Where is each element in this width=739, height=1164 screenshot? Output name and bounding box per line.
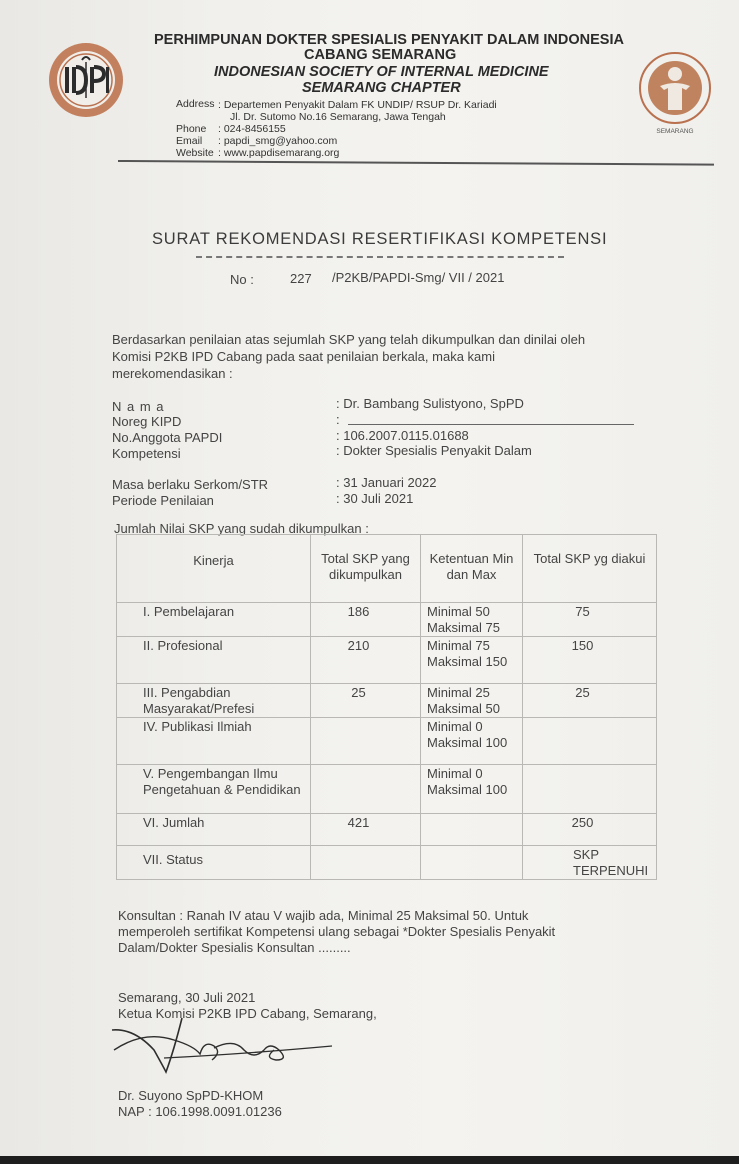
table-row xyxy=(117,637,657,684)
field-anggota-value: : 106.2007.0115.01688 xyxy=(336,428,469,443)
header-ketentuan: Ketentuan Min dan Max xyxy=(421,535,523,603)
table-caption: Jumlah Nilai SKP yang sudah dikumpulkan : xyxy=(114,521,369,536)
table-row xyxy=(117,846,657,880)
phone-label: Phone xyxy=(176,123,207,135)
row-total xyxy=(311,765,421,814)
document-title: SURAT REKOMENDASI RESERTIFIKASI KOMPETENSI xyxy=(152,230,608,248)
address-line-2: Jl. Dr. Sutomo No.16 Semarang, Jawa Tengah xyxy=(230,111,446,123)
branch-name-id: CABANG SEMARANG xyxy=(304,47,457,63)
table-row xyxy=(117,684,657,718)
field-noreg-label: Noreg KIPD xyxy=(112,414,182,429)
row-ketentuan: Minimal 0 Maksimal 100 xyxy=(421,765,523,814)
row-kinerja: II. Profesional xyxy=(117,637,311,684)
row-total: 421 xyxy=(311,814,421,846)
handwritten-signature xyxy=(104,1010,344,1080)
field-noreg-value: : xyxy=(336,412,340,427)
row-ketentuan xyxy=(421,814,523,846)
field-anggota-label: No.Anggota PAPDI xyxy=(112,430,223,445)
table-row xyxy=(117,603,657,637)
header-total: Total SKP yang dikumpulkan xyxy=(311,535,421,603)
row-kinerja: VII. Status xyxy=(117,846,311,880)
row-ketentuan: Minimal 0 Maksimal 100 xyxy=(421,718,523,765)
header-divider xyxy=(118,160,714,165)
note-line-3: Dalam/Dokter Spesialis Konsultan ......... xyxy=(118,940,351,955)
field-kompetensi-value: : Dokter Spesialis Penyakit Dalam xyxy=(336,443,532,458)
row-diakui: 150 xyxy=(523,637,657,684)
papdi-semarang-seal-right xyxy=(636,50,714,136)
number-suffix: /P2KB/PAPDI-Smg/ VII / 2021 xyxy=(332,270,505,285)
field-periode-label: Periode Penilaian xyxy=(112,493,214,508)
signer-nap: NAP : 106.1998.0091.01236 xyxy=(118,1104,282,1119)
website-value: : www.papdisemarang.org xyxy=(218,147,340,159)
note-line-1: Konsultan : Ranah IV atau V wajib ada, Minimal 25 Maksimal 50. Untuk xyxy=(118,908,529,923)
field-masa-value: : 31 Januari 2022 xyxy=(336,475,437,490)
table-row xyxy=(117,814,657,846)
svg-text:SEMARANG: SEMARANG xyxy=(656,128,694,135)
signer-name: Dr. Suyono SpPD-KHOM xyxy=(118,1088,264,1103)
table-row xyxy=(117,718,657,765)
note-line-2: memperoleh sertifikat Kompetensi ulang sebagai *Dokter Spesialis Penyakit xyxy=(118,924,556,939)
intro-line-1: Berdasarkan penilaian atas sejumlah SKP yang telah dikumpulkan dan dinilai oleh xyxy=(112,332,586,347)
row-ketentuan xyxy=(421,846,523,880)
noreg-underline xyxy=(348,424,634,425)
address-label: Address xyxy=(176,98,215,110)
org-name-id: PERHIMPUNAN DOKTER SPESIALIS PENYAKIT DALAM INDONESIA xyxy=(154,32,624,48)
row-diakui: 25 xyxy=(523,684,657,718)
row-total: 210 xyxy=(311,637,421,684)
skp-table xyxy=(116,534,657,880)
branch-name-en: SEMARANG CHAPTER xyxy=(302,80,461,96)
phone-value: : 024-8456155 xyxy=(218,123,286,135)
row-diakui xyxy=(523,765,657,814)
email-label: Email xyxy=(176,135,203,147)
row-diakui: 250 xyxy=(523,814,657,846)
table-row xyxy=(117,765,657,814)
address-line-1: : Departemen Penyakit Dalam FK UNDIP/ RSUP Dr. Kariadi xyxy=(218,99,497,111)
row-total: 186 xyxy=(311,603,421,637)
signer-position: Ketua Komisi P2KB IPD Cabang, Semarang, xyxy=(118,1006,377,1021)
intro-line-3: merekomendasikan : xyxy=(112,366,233,381)
org-name-en: INDONESIAN SOCIETY OF INTERNAL MEDICINE xyxy=(214,64,549,80)
table-header-row xyxy=(117,535,657,603)
row-diakui: SKP TERPENUHI xyxy=(523,846,657,880)
row-total xyxy=(311,718,421,765)
number-label: No : xyxy=(230,272,254,287)
number-value: 227 xyxy=(290,271,312,286)
website-label: Website xyxy=(176,147,214,159)
row-diakui: 75 xyxy=(523,603,657,637)
field-nama-label: N a m a xyxy=(112,399,165,414)
papdi-logo-left xyxy=(46,40,126,120)
scan-bottom-edge xyxy=(0,1156,739,1164)
row-diakui xyxy=(523,718,657,765)
row-kinerja: I. Pembelajaran xyxy=(117,603,311,637)
row-total: 25 xyxy=(311,684,421,718)
row-ketentuan: Minimal 50 Maksimal 75 xyxy=(421,603,523,637)
row-kinerja: IV. Publikasi Ilmiah xyxy=(117,718,311,765)
row-total xyxy=(311,846,421,880)
field-nama-value: : Dr. Bambang Sulistyono, SpPD xyxy=(336,396,524,411)
email-value: : papdi_smg@yahoo.com xyxy=(218,135,338,147)
row-ketentuan: Minimal 25 Maksimal 50 xyxy=(421,684,523,718)
field-masa-label: Masa berlaku Serkom/STR xyxy=(112,477,269,492)
row-kinerja: V. Pengembangan Ilmu Pengetahuan & Pendidikan xyxy=(117,765,311,814)
row-kinerja: III. Pengabdian Masyarakat/Prefesi xyxy=(117,684,311,718)
header-diakui: Total SKP yg diakui xyxy=(523,535,657,603)
field-kompetensi-label: Kompetensi xyxy=(112,446,181,461)
row-kinerja: VI. Jumlah xyxy=(117,814,311,846)
place-date: Semarang, 30 Juli 2021 xyxy=(118,990,256,1005)
intro-line-2: Komisi P2KB IPD Cabang pada saat penilaian berkala, maka kami xyxy=(112,349,495,364)
field-periode-value: : 30 Juli 2021 xyxy=(336,491,414,506)
title-dashed-rule xyxy=(196,256,564,258)
row-ketentuan: Minimal 75 Maksimal 150 xyxy=(421,637,523,684)
header-kinerja: Kinerja xyxy=(117,535,311,603)
